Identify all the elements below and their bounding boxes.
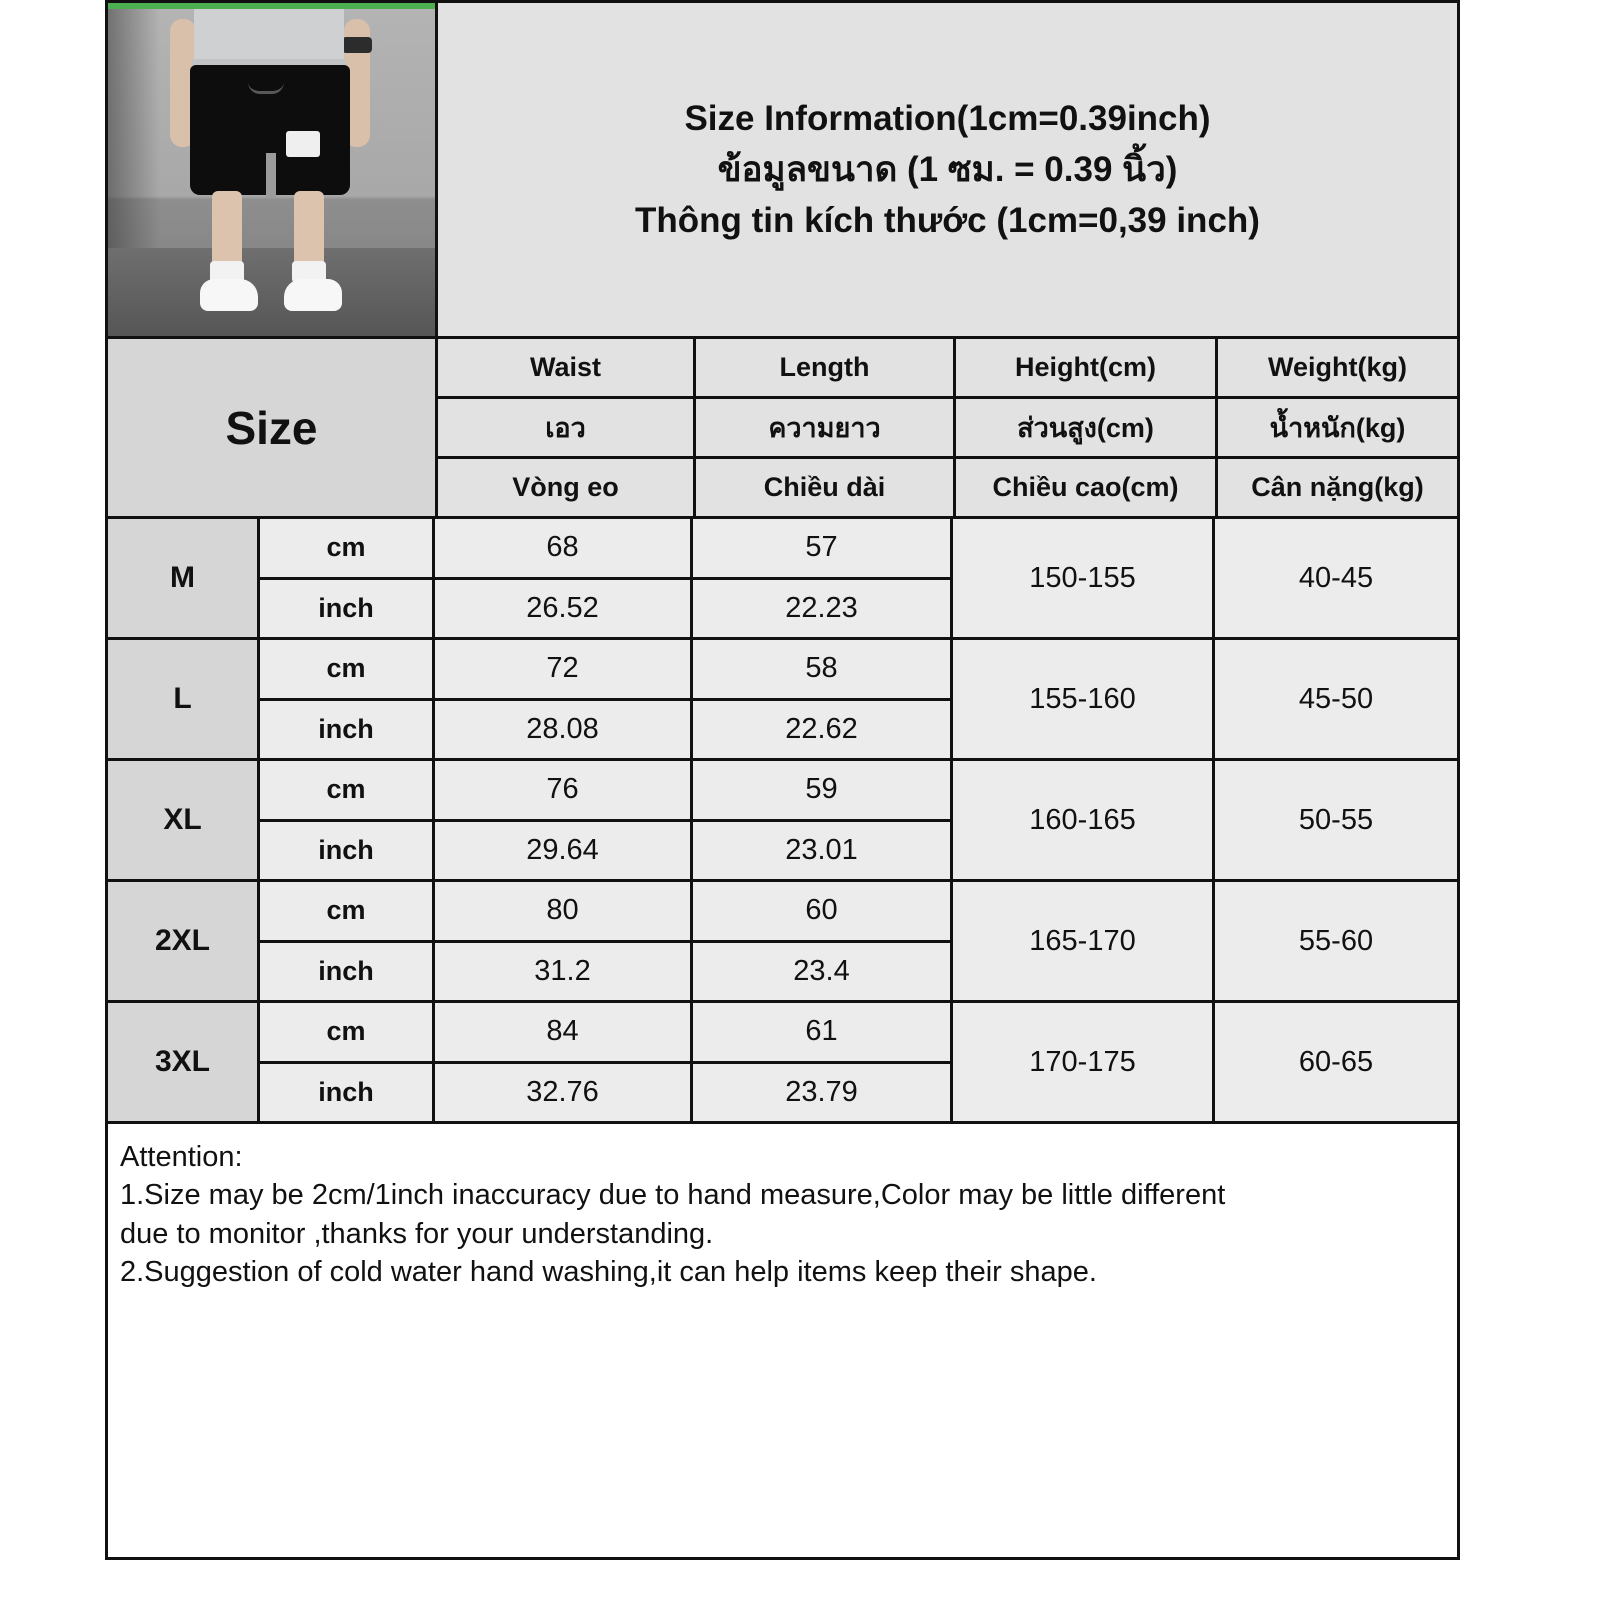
row-units	[260, 761, 435, 879]
title-line-english: Size Information(1cm=0.39inch)	[684, 98, 1211, 138]
title-line-vietnamese: Thông tin kích thước (1cm=0,39 inch)	[635, 201, 1260, 241]
row-height-value: 160-165	[953, 761, 1215, 879]
header-weight-vi: Cân nặng(kg)	[1218, 459, 1457, 516]
row-waist-values	[435, 519, 693, 637]
attention-line-1-cont: due to monitor ,thanks for your understanding.	[120, 1217, 714, 1250]
header-length-en: Length	[696, 339, 956, 396]
header-weight-th: น้ำหนัก(kg)	[1218, 399, 1457, 456]
table-body	[108, 519, 1457, 1124]
length-inch-value: 23.79	[693, 1064, 950, 1122]
length-inch-value: 22.23	[693, 580, 950, 638]
row-weight-value: 45-50	[1215, 640, 1457, 758]
row-height-value: 155-160	[953, 640, 1215, 758]
row-size-label: M	[108, 519, 260, 637]
model-left-shoe	[200, 279, 258, 311]
product-photo	[108, 3, 438, 336]
attention-line-2: 2.Suggestion of cold water hand washing,it can help items keep their shape.	[120, 1255, 1097, 1288]
header-height-th: ส่วนสูง(cm)	[956, 399, 1218, 456]
waist-cm-value: 76	[435, 761, 690, 822]
unit-inch-label: inch	[260, 701, 432, 759]
header-row-thai	[438, 399, 1457, 459]
row-length-values	[693, 1003, 953, 1121]
header-waist-vi: Vòng eo	[438, 459, 696, 516]
model-right-shoe	[284, 279, 342, 311]
row-waist-values	[435, 640, 693, 758]
length-inch-value: 22.62	[693, 701, 950, 759]
row-weight-value: 55-60	[1215, 882, 1457, 1000]
row-length-values	[693, 882, 953, 1000]
attention-line-1: 1.Size may be 2cm/1inch inaccuracy due to hand measure,Color may be little different	[120, 1179, 1226, 1212]
title-line-thai: ข้อมูลขนาด (1 ซม. = 0.39 นิ้ว)	[717, 149, 1178, 189]
unit-cm-label: cm	[260, 640, 432, 701]
row-weight-value: 40-45	[1215, 519, 1457, 637]
length-cm-value: 61	[693, 1003, 950, 1064]
unit-cm-label: cm	[260, 519, 432, 580]
row-size-label: 2XL	[108, 882, 260, 1000]
row-height-value: 165-170	[953, 882, 1215, 1000]
header-waist-th: เอว	[438, 399, 696, 456]
unit-inch-label: inch	[260, 943, 432, 1001]
row-units	[260, 882, 435, 1000]
header-height-en: Height(cm)	[956, 339, 1218, 396]
length-inch-value: 23.4	[693, 943, 950, 1001]
unit-inch-label: inch	[260, 580, 432, 638]
header-weight-en: Weight(kg)	[1218, 339, 1457, 396]
table-row	[108, 1003, 1457, 1124]
row-weight-value: 60-65	[1215, 1003, 1457, 1121]
attention-heading: Attention:	[120, 1141, 243, 1173]
title-block	[438, 3, 1457, 336]
waist-inch-value: 29.64	[435, 822, 690, 880]
size-column-header: Size	[108, 339, 438, 516]
length-inch-value: 23.01	[693, 822, 950, 880]
table-row	[108, 882, 1457, 1003]
shorts-leg-gap	[266, 153, 276, 197]
length-cm-value: 57	[693, 519, 950, 580]
row-length-values	[693, 640, 953, 758]
unit-cm-label: cm	[260, 1003, 432, 1064]
waist-cm-value: 84	[435, 1003, 690, 1064]
green-accent-bar	[108, 3, 435, 9]
waist-cm-value: 68	[435, 519, 690, 580]
row-waist-values	[435, 882, 693, 1000]
table-row	[108, 519, 1457, 640]
header-row-vietnamese	[438, 459, 1457, 516]
row-size-label: L	[108, 640, 260, 758]
row-size-label: 3XL	[108, 1003, 260, 1121]
header-length-th: ความยาว	[696, 399, 956, 456]
attention-block	[108, 1124, 1457, 1557]
shorts-logo-patch	[286, 131, 320, 157]
row-units	[260, 1003, 435, 1121]
row-length-values	[693, 519, 953, 637]
row-waist-values	[435, 761, 693, 879]
model-left-leg	[212, 191, 242, 271]
unit-inch-label: inch	[260, 1064, 432, 1122]
table-row	[108, 761, 1457, 882]
unit-cm-label: cm	[260, 882, 432, 943]
header-length-vi: Chiều dài	[696, 459, 956, 516]
table-header	[108, 339, 1457, 519]
header-row-english	[438, 339, 1457, 399]
waist-cm-value: 72	[435, 640, 690, 701]
length-cm-value: 60	[693, 882, 950, 943]
unit-cm-label: cm	[260, 761, 432, 822]
photo-floor	[108, 248, 435, 336]
row-units	[260, 519, 435, 637]
table-row	[108, 640, 1457, 761]
shorts-drawstring	[248, 69, 284, 94]
row-waist-values	[435, 1003, 693, 1121]
header-waist-en: Waist	[438, 339, 696, 396]
waist-inch-value: 26.52	[435, 580, 690, 638]
unit-inch-label: inch	[260, 822, 432, 880]
waist-inch-value: 32.76	[435, 1064, 690, 1122]
length-cm-value: 58	[693, 640, 950, 701]
header-height-vi: Chiều cao(cm)	[956, 459, 1218, 516]
measurement-column-headers	[438, 339, 1457, 516]
row-height-value: 170-175	[953, 1003, 1215, 1121]
row-size-label: XL	[108, 761, 260, 879]
chart-header-block	[108, 3, 1457, 339]
row-units	[260, 640, 435, 758]
waist-inch-value: 31.2	[435, 943, 690, 1001]
model-right-leg	[294, 191, 324, 271]
wristwatch-icon	[342, 37, 372, 53]
waist-cm-value: 80	[435, 882, 690, 943]
waist-inch-value: 28.08	[435, 701, 690, 759]
row-weight-value: 50-55	[1215, 761, 1457, 879]
row-length-values	[693, 761, 953, 879]
size-chart-sheet	[105, 0, 1460, 1560]
length-cm-value: 59	[693, 761, 950, 822]
row-height-value: 150-155	[953, 519, 1215, 637]
